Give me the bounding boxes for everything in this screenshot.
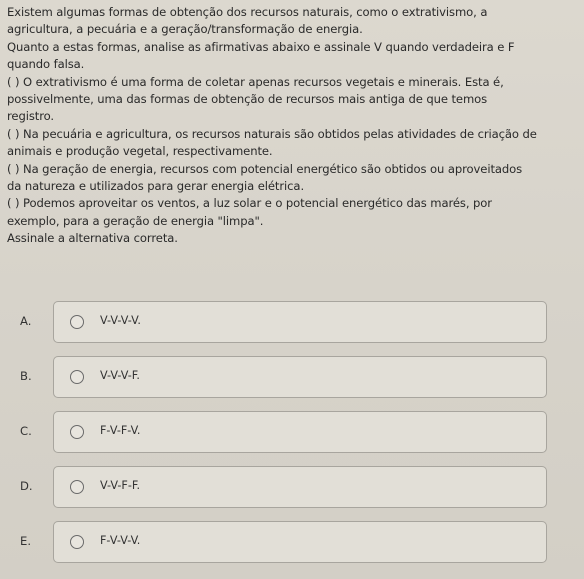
radio-icon[interactable]	[70, 315, 84, 329]
option-text: V-V-V-F.	[100, 369, 140, 382]
radio-icon[interactable]	[70, 480, 84, 494]
statement-2-line: animais e produção vegetal, respectivamente.	[7, 144, 273, 159]
statement-3-line: da natureza e utilizados para gerar energia elétrica.	[7, 179, 305, 194]
option-c	[20, 411, 547, 453]
statement-4-line: ( ) Podemos aproveitar os ventos, a luz solar e o potencial energético das marés, por	[7, 196, 492, 211]
option-e-box[interactable]	[53, 521, 547, 563]
option-letter: A.	[20, 314, 32, 328]
radio-icon[interactable]	[70, 370, 84, 384]
option-c-box[interactable]	[53, 411, 547, 453]
option-letter: B.	[20, 369, 32, 383]
question-line: agricultura, a pecuária e a geração/transformação de energia.	[7, 22, 363, 37]
question-line: quando falsa.	[7, 57, 85, 72]
option-text: F-V-V-V.	[100, 534, 141, 547]
statement-4-line: exemplo, para a geração de energia "limpa".	[7, 213, 264, 228]
option-d-box[interactable]	[53, 466, 547, 508]
option-text: V-V-F-F.	[100, 479, 141, 492]
radio-icon[interactable]	[70, 425, 84, 439]
option-text: V-V-V-V.	[100, 314, 141, 327]
option-b-box[interactable]	[53, 356, 547, 398]
option-d	[20, 466, 547, 508]
option-letter: E.	[20, 534, 32, 548]
option-letter: D.	[20, 479, 33, 493]
radio-icon[interactable]	[70, 535, 84, 549]
option-a	[20, 301, 547, 343]
option-a-box[interactable]	[53, 301, 547, 343]
instruction-line: Assinale a alternativa correta.	[7, 231, 178, 246]
option-e	[20, 521, 547, 563]
statement-1-line: registro.	[7, 109, 54, 124]
option-b	[20, 356, 547, 398]
question-line: Existem algumas formas de obtenção dos recursos naturais, como o extrativismo, a	[7, 5, 488, 19]
statement-1-line: possivelmente, uma das formas de obtenção de recursos mais antiga de que temos	[7, 92, 488, 107]
question-text	[7, 4, 577, 248]
statement-3-line: ( ) Na geração de energia, recursos com potencial energético são obtidos ou aproveitados	[7, 161, 523, 176]
question-line: Quanto a estas formas, analise as afirmativas abaixo e assinale V quando verdadeira e F	[7, 39, 515, 54]
option-text: F-V-F-V.	[100, 424, 141, 437]
statement-2-line: ( ) Na pecuária e agricultura, os recursos naturais são obtidos pelas atividades de criação de	[7, 126, 537, 141]
option-letter: C.	[20, 424, 32, 438]
answer-options	[20, 301, 547, 576]
statement-1-line: ( ) O extrativismo é uma forma de coletar apenas recursos vegetais e minerais. Esta é,	[7, 74, 504, 89]
